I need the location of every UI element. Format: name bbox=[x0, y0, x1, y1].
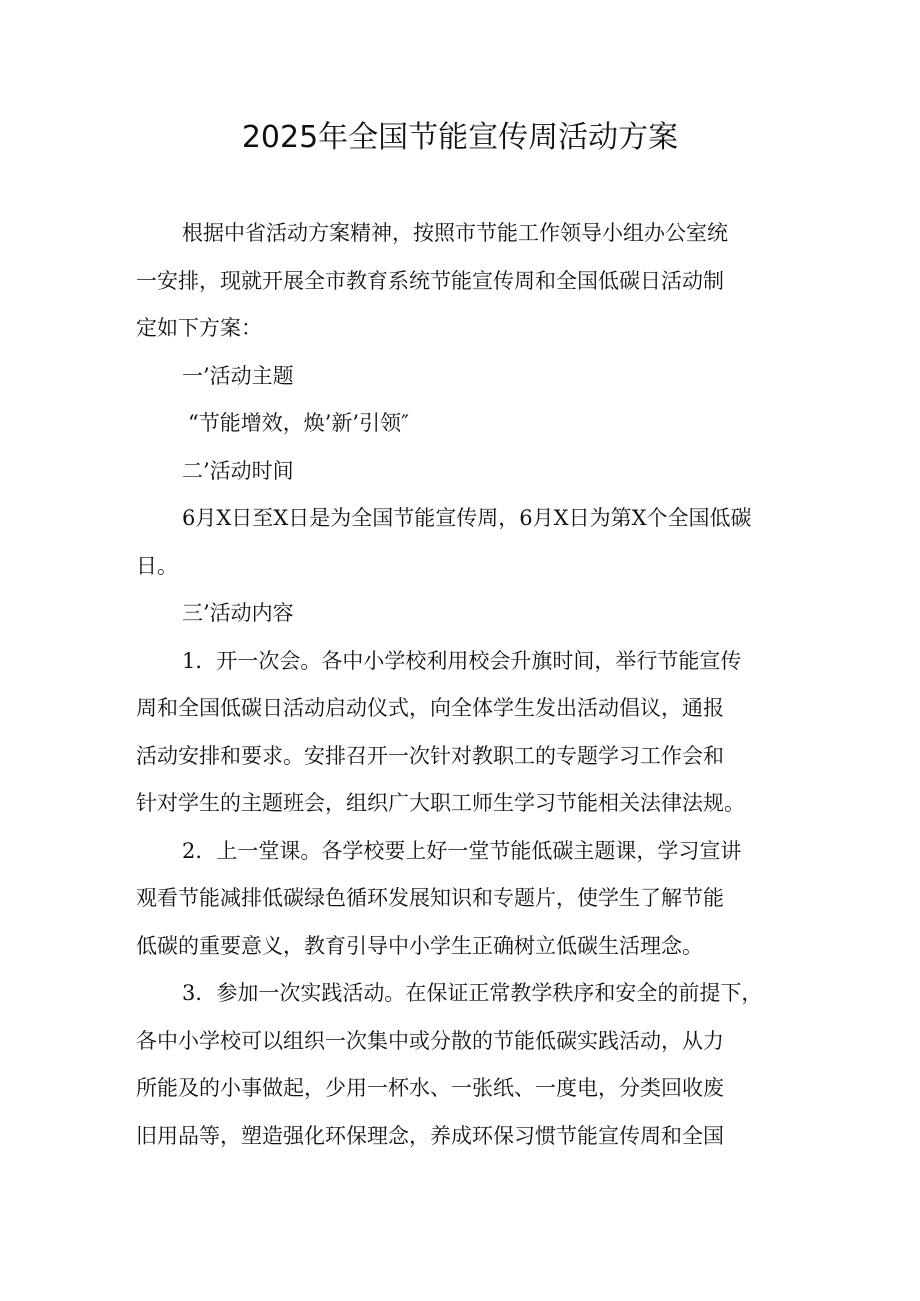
text-line: 周和全国低碳日活动启动仪式，向全体学生发出活动倡议，通报 bbox=[136, 696, 724, 720]
document-title: 2025年全国节能宣传周活动方案 bbox=[241, 120, 679, 155]
paragraph-item-2 bbox=[136, 828, 806, 971]
text-line: 定如下方案： bbox=[136, 316, 262, 340]
section-heading-time: 二’活动时间 bbox=[182, 458, 294, 483]
paragraph-intro bbox=[136, 210, 806, 353]
text-line: 日。 bbox=[136, 553, 178, 578]
section-heading-content: 三’活动内容 bbox=[182, 601, 294, 625]
text-line: 根据中省活动方案精神，按照市节能工作领导小组办公室统 bbox=[182, 221, 728, 245]
paragraph-item-3 bbox=[136, 970, 806, 1160]
text-line: 一安排，现就开展全市教育系统节能宣传周和全国低碳日活动制 bbox=[136, 268, 724, 293]
text-line: 2．上一堂课。各学校要上好一堂节能低碳主题课，学习宣讲 bbox=[182, 838, 742, 863]
document-body bbox=[136, 210, 806, 1160]
paragraph-item-1 bbox=[136, 638, 806, 828]
theme-slogan: “节能增效，焕’新’引领″ bbox=[188, 411, 409, 435]
text-line: 1．开一次会。各中小学校利用校会升旗时间，举行节能宣传 bbox=[182, 648, 742, 673]
text-line: 各中小学校可以组织一次集中或分散的节能低碳实践活动，从力 bbox=[136, 1028, 724, 1053]
text-line: 6月X日至X日是为全国节能宣传周，6月X日为第X个全国低碳 bbox=[182, 506, 752, 530]
text-line: 观看节能减排低碳绿色循环发展知识和专题片，使学生了解节能 bbox=[136, 886, 724, 910]
text-line: 旧用品等，塑造强化环保理念，养成环保习惯节能宣传周和全国 bbox=[136, 1123, 724, 1148]
text-line: 活动安排和要求。安排召开一次针对教职工的专题学习工作会和 bbox=[136, 743, 724, 768]
section-heading-theme: 一’活动主题 bbox=[182, 363, 294, 388]
text-line: 低碳的重要意义，教育引导中小学生正确树立低碳生活理念。 bbox=[136, 933, 703, 958]
text-line: 3．参加一次实践活动。在保证正常教学秩序和安全的前提下， bbox=[182, 981, 763, 1005]
paragraph-time bbox=[136, 495, 806, 590]
text-line: 针对学生的主题班会，组织广大职工师生学习节能相关法律法规。 bbox=[136, 791, 745, 815]
text-line: 所能及的小事做起，少用一杯水、一张纸、一度电，分类回收废 bbox=[136, 1076, 724, 1100]
